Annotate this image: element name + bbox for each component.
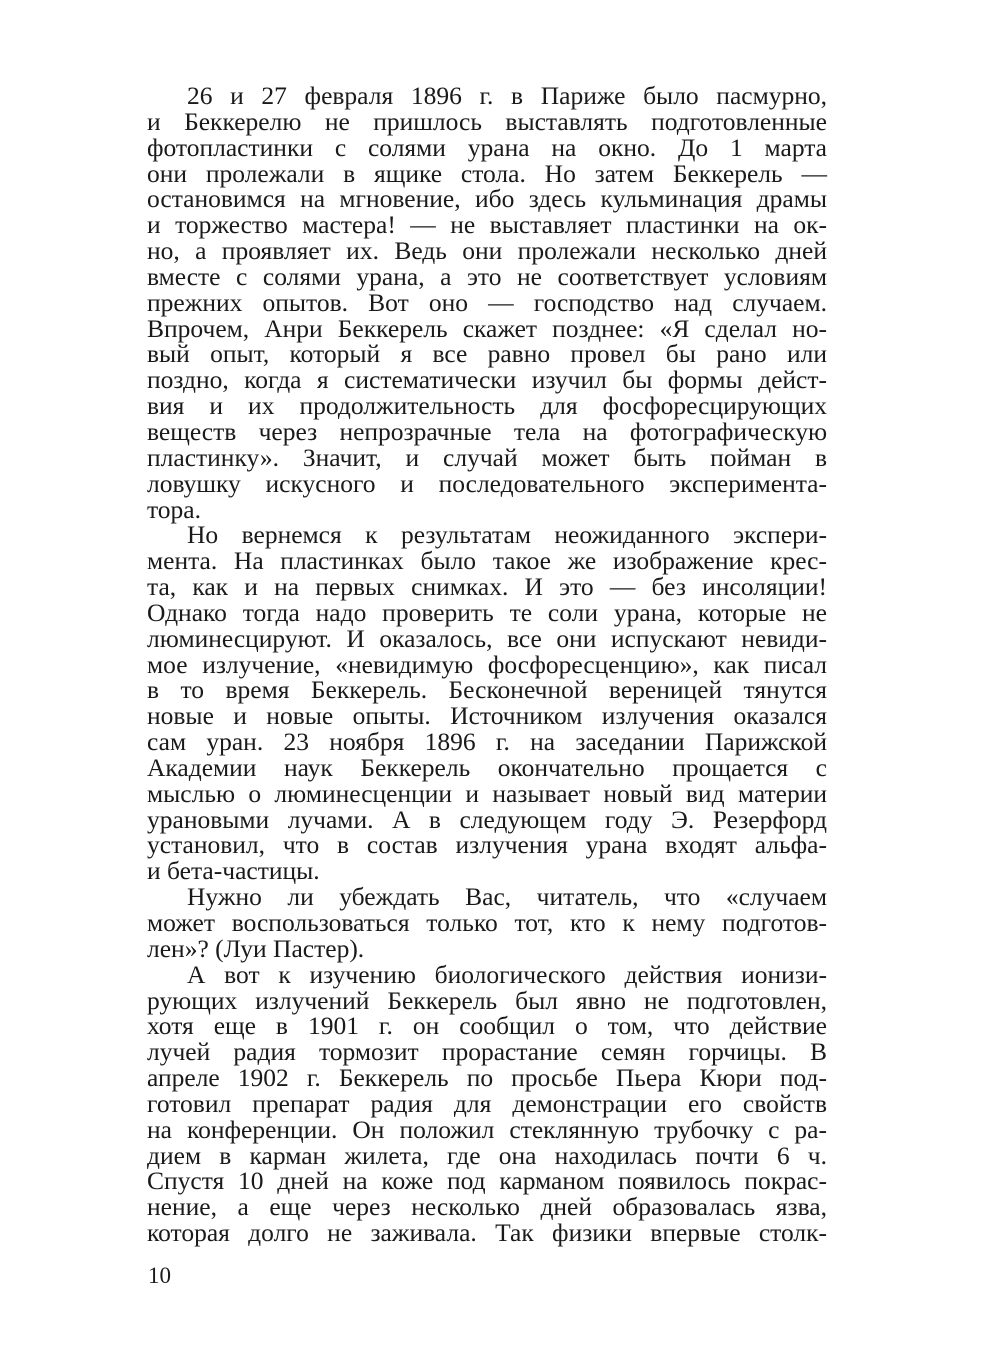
text-line: но, а проявляет их. Ведь они пролежали несколько дней <box>147 236 827 266</box>
text-line: Но вернемся к результатам неожиданного экспери- <box>187 520 827 550</box>
text-line: на конференции. Он положил стеклянную трубочку с ра- <box>147 1114 827 1144</box>
text-line: мое излучение, «невидимую фосфоресценцию», как писал <box>147 649 827 679</box>
text-line: хотя еще в 1901 г. он сообщил о том, что действие <box>147 1011 827 1041</box>
text-line: лучей радия тормозит прорастание семян горчицы. В <box>147 1037 827 1067</box>
text-line: мента. На пластинках было такое же изображение крес- <box>147 546 827 576</box>
text-line: новые и новые опыты. Источником излучения оказался <box>147 701 827 731</box>
text-line: нение, а еще через несколько дней образовалась язва, <box>147 1192 827 1222</box>
text-line: рующих излучений Беккерель был явно не подготовлен, <box>147 985 827 1015</box>
page-number: 10 <box>148 1263 171 1288</box>
text-line: дием в карман жилета, где она находилась почти 6 ч. <box>147 1140 827 1170</box>
text-line: та, как и на первых снимках. И это — без инсоляции! <box>147 572 827 602</box>
text-line: вия и их продолжительность для фосфоресцирующих <box>147 391 827 421</box>
text-line: 26 и 27 февраля 1896 г. в Париже было пасмурно, <box>187 81 827 110</box>
text-line: прежних опытов. Вот оно — господство над случаем. <box>147 287 827 317</box>
text-line: они пролежали в ящике стола. Но затем Беккерель — <box>147 158 827 188</box>
text-line: урановыми лучами. А в следующем году Э. Резерфорд <box>147 804 827 834</box>
text-line: остановимся на мгновение, ибо здесь кульминация драмы <box>147 184 827 214</box>
text-line: вместе с солями урана, а это не соответствует условиям <box>147 261 827 291</box>
text-line: поздно, когда я систематически изучил бы формы дейст- <box>147 365 827 395</box>
text-line: Однако тогда надо проверить те соли урана, которые не <box>147 597 827 627</box>
text-line: готовил препарат радия для демонстрации его свойств <box>147 1088 827 1118</box>
text-line: апреле 1902 г. Беккерель по просьбе Пьера Кюри под- <box>147 1063 827 1093</box>
text-line: мыслью о люминесценции и называет новый вид материи <box>147 778 827 808</box>
text-line: может воспользоваться только тот, кто к нему подготов- <box>147 908 827 937</box>
text-line: и торжество мастера! — не выставляет пластинки на ок- <box>147 210 827 240</box>
text-line: Нужно ли убеждать Вас, читатель, что «случаем <box>187 882 827 912</box>
text-line: сам уран. 23 ноября 1896 г. на заседании Парижской <box>147 727 827 757</box>
text-line: пластинку». Значит, и случай может быть пойман в <box>147 442 827 472</box>
text-line: и Беккерелю не пришлось выставлять подготовленные <box>147 106 827 136</box>
text-line: Спустя 10 дней на коже под карманом появилось покрас- <box>147 1166 827 1196</box>
text-line: люминесцируют. И оказалось, все они испускают невиди- <box>147 623 827 653</box>
text-line: вый опыт, который я все равно провел бы рано или <box>147 339 827 369</box>
body-text <box>147 83 827 1246</box>
text-line: в то время Беккерель. Бесконечной вереницей тянутся <box>147 675 827 705</box>
text-line: веществ через непрозрачные тела на фотографическую <box>147 416 827 446</box>
paragraph-3 <box>147 884 827 962</box>
text-line: фотопластинки с солями урана на окно. До 1 марта <box>147 132 827 162</box>
paragraph-4 <box>147 959 827 1248</box>
text-line: А вот к изучению биологического действия ионизи- <box>187 959 827 989</box>
text-line: Академии наук Беккерель окончательно прощается с <box>147 752 827 782</box>
text-line: и бета-частицы. <box>147 856 320 886</box>
text-line: которая долго не заживала. Так физики впервые столк- <box>147 1218 827 1248</box>
paragraph-2 <box>147 522 827 884</box>
text-line: Впрочем, Анри Беккерель скажет позднее: «Я сделал но- <box>147 313 827 343</box>
text-line: тора. <box>147 494 202 524</box>
text-line: установил, что в состав излучения урана входят альфа- <box>147 830 827 860</box>
text-line: лен»? (Луи Пастер). <box>147 933 365 963</box>
text-line: ловушку искусного и последовательного эксперимента- <box>147 468 827 498</box>
paragraph-1 <box>147 83 827 522</box>
